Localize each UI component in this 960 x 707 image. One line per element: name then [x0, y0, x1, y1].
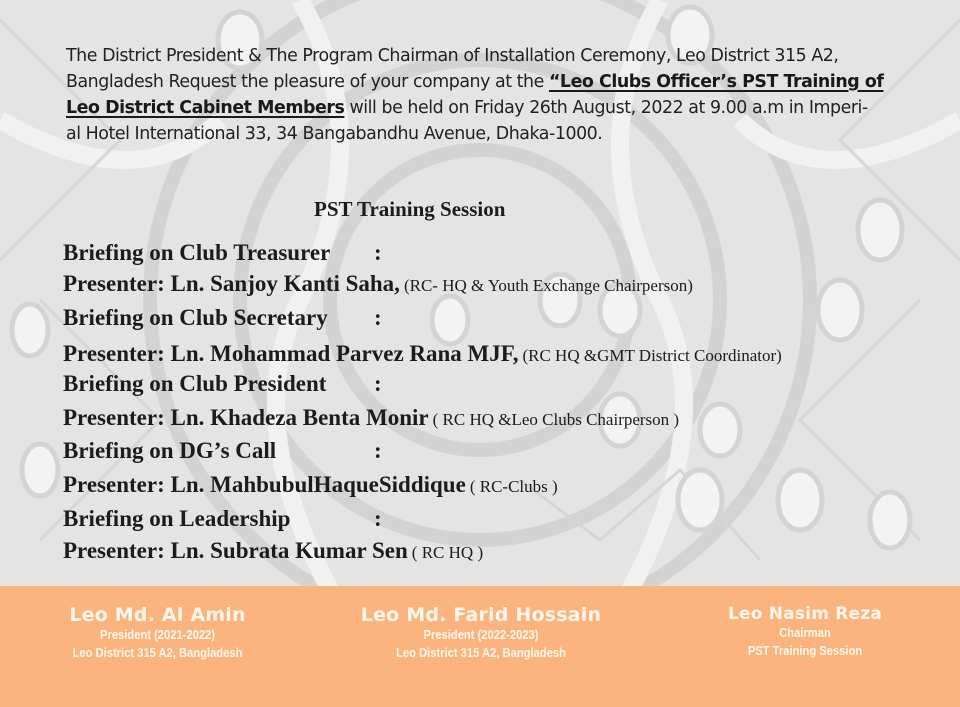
- signatory-org: PST Training Session: [747, 643, 863, 658]
- presenter-name: Presenter: Ln. MahbubulHaqueSiddique: [63, 472, 466, 497]
- signatory-title: Chairman: [779, 625, 831, 640]
- event-name-part-1: “Leo Clubs Officer’s PST Training of: [548, 72, 884, 92]
- presenter-role: ( RC HQ ): [411, 543, 484, 562]
- briefing-label: Briefing on Leadership: [63, 506, 291, 531]
- briefing-label: Briefing on Club Secretary: [63, 305, 328, 330]
- briefing-label: Briefing on Club Treasurer: [63, 240, 331, 265]
- presenter-secretary: [63, 341, 782, 367]
- briefing-label: Briefing on Club President: [63, 371, 327, 396]
- signatory-org: Leo District 315 A2, Bangladesh: [72, 645, 243, 660]
- presenter-dg-call: [63, 472, 558, 498]
- briefing-leadership: [63, 506, 382, 532]
- signatory-title: President (2021-2022): [100, 627, 215, 642]
- presenter-name: Presenter: Ln. Sanjoy Kanti Saha,: [63, 271, 400, 296]
- signatory-name: Leo Md. Al Amin: [69, 604, 246, 626]
- presenter-role: (RC- HQ & Youth Exchange Chairperson): [403, 276, 693, 295]
- presenter-role: ( RC HQ &Leo Clubs Chairperson ): [432, 410, 680, 429]
- briefing-colon: :: [374, 240, 382, 265]
- presenter-president: [63, 405, 679, 431]
- invitation-paragraph: [66, 43, 906, 147]
- briefing-colon: :: [374, 305, 382, 330]
- signatory-nasim-reza: [710, 604, 900, 660]
- presenter-name: Presenter: Ln. Khadeza Benta Monir: [63, 405, 429, 430]
- signatory-org: Leo District 315 A2, Bangladesh: [396, 645, 566, 660]
- signature-band: [0, 586, 960, 707]
- briefing-colon: :: [374, 438, 382, 463]
- event-name-part-2: Leo District Cabinet Members: [66, 98, 345, 118]
- intro-line-1: The District President & The Program Chairman of Installation Ceremony, Leo District 315 A2,: [66, 46, 839, 66]
- intro-line-3-text: will be held on Friday 26th August, 2022 at 9.00 a.m in Imperi-: [344, 98, 868, 118]
- presenter-name: Presenter: Ln. Subrata Kumar Sen: [63, 538, 408, 563]
- briefing-treasurer: [63, 240, 382, 266]
- presenter-treasurer: [63, 271, 693, 297]
- intro-line-4: al Hotel International 33, 34 Bangabandhu Avenue, Dhaka-1000.: [66, 124, 603, 144]
- intro-line-2-text: Bangladesh Request the pleasure of your company at the: [66, 72, 549, 92]
- presenter-name: Presenter: Ln. Mohammad Parvez Rana MJF,: [63, 341, 519, 366]
- signatory-name: Leo Nasim Reza: [727, 604, 883, 624]
- briefing-label: Briefing on DG’s Call: [63, 438, 277, 463]
- intro-line-3: [66, 95, 906, 121]
- briefing-colon: :: [374, 371, 382, 396]
- presenter-role: ( RC-Clubs ): [469, 477, 558, 496]
- briefing-secretary: [63, 305, 382, 331]
- signatory-name: Leo Md. Farid Hossain: [360, 604, 602, 626]
- briefing-president: [63, 371, 382, 397]
- intro-line-2: [66, 69, 906, 95]
- signatory-al-amin: [40, 604, 275, 662]
- briefing-dg-call: [63, 438, 382, 464]
- presenter-leadership: [63, 538, 483, 564]
- signatory-title: President (2022-2023): [423, 627, 539, 642]
- signatory-farid-hossain: [345, 604, 617, 662]
- session-title: PST Training Session: [314, 197, 506, 221]
- briefing-colon: :: [374, 506, 382, 531]
- presenter-role: (RC HQ &GMT District Coordinator): [522, 346, 782, 365]
